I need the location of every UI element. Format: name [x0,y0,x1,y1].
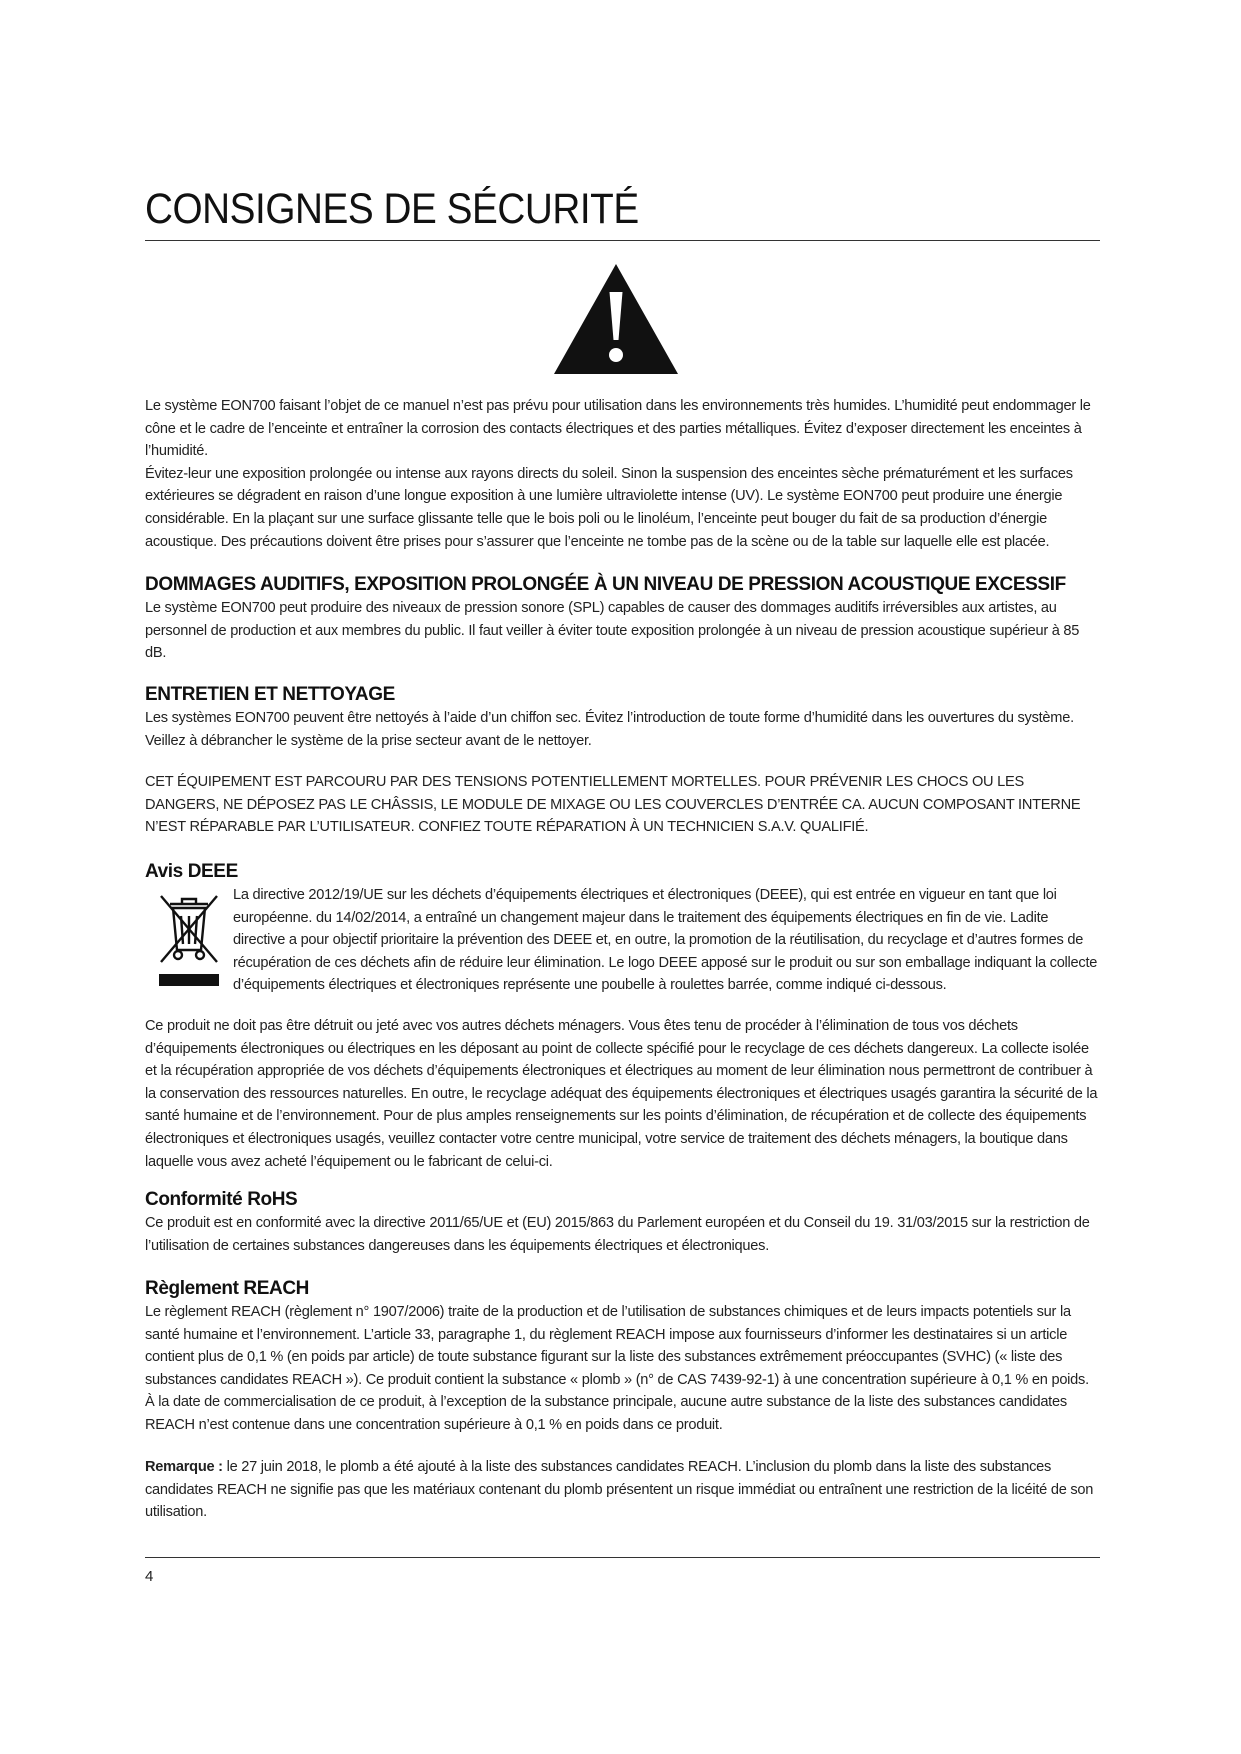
rohs-text: Ce produit est en conformité avec la directive 2011/65/UE et (EU) 2015/863 du Parlement européen et du Conseil du 19. 31/03/2015 sur la restriction de l’utilisation de certaines substances dangereuses dans les équipements électriques et électroniques. [145,1215,1090,1254]
weee-disposal-section [145,1015,1100,1173]
intro-paragraph-humidity: Le système EON700 faisant l’objet de ce manuel n’est pas prévu pour utilisation dans les environnements très humides. L’humidité peut endommager le cône et le cadre de l’enceinte et entraîner la corrosion des contacts électriques et des parties métalliques. Évitez d’exposer directement les enceintes à l’humidité. [145,398,1091,460]
reach-text: Le règlement REACH (règlement n° 1907/2006) traite de la production et de l’utilisation de substances chimiques et de leurs impacts potentiels sur la santé humaine et l’environnement. L’article 33, paragraphe 1, du règlement REACH impose aux fournisseurs d’informer les destinataires si un article contient plus de 0,1 % (en poids par article) de toute substance figurant sur la liste des substances extrêmement préoccupantes (SVHC) (« liste des substances candidates REACH »). Ce produit contient la substance « plomb » (n° de CAS 7439-92-1) à une concentration supérieure à 0,1 % en poids. À la date de commercialisation de ce produit, à l’exception de la substance principale, aucune autre substance de la liste des substances candidates REACH n’est contenue dans une concentration supérieure à 0,1 % en poids dans ce produit. [145,1304,1089,1433]
hearing-damage-section [145,573,1100,665]
reach-note [145,1456,1100,1524]
reach-heading: Règlement REACH [145,1278,309,1299]
page-title: CONSIGNES DE SÉCURITÉ [145,185,639,233]
weee-directive-block [233,884,1103,997]
page-number: 4 [145,1568,154,1585]
hearing-damage-text: Le système EON700 peut produire des niveaux de pression sonore (SPL) capables de causer des dommages auditifs irréversibles aux artistes, au personnel de production et aux membres du public. Il faut veiller à éviter toute exposition prolongée à un niveau de pression acoustique supérieur à 85 dB. [145,600,1080,662]
footer-rule [145,1557,1100,1558]
intro-section [145,395,1100,553]
maintenance-heading: ENTRETIEN ET NETTOYAGE [145,684,395,705]
weee-heading: Avis DEEE [145,861,238,882]
weee-section [145,860,1100,884]
intro-paragraph-sunlight: Évitez-leur une exposition prolongée ou intense aux rayons directs du soleil. Sinon la suspension des enceintes sèche prématurément et les surfaces extérieures se dégradent en raison d’une longue exposition à une lumière ultraviolette intense (UV). Le système EON700 peut produire une énergie considérable. En la plaçant sur une surface glissante telle que le bois poli ou le linoléum, l’enceinte peut bouger du fait de sa production d’énergie acoustique. Des précautions doivent être prises pour s’assurer que l’enceinte ne tombe pas de la scène ou de la table sur laquelle elle est placée. [145,465,1073,550]
reach-section [145,1277,1100,1437]
voltage-warning-text: CET ÉQUIPEMENT EST PARCOURU PAR DES TENSIONS POTENTIELLEMENT MORTELLES. POUR PRÉVENIR LES CHOCS OU LES DANGERS, NE DÉPOSEZ PAS LE CHÂSSIS, LE MODULE DE MIXAGE OU LES COUVERCLES D’ENTRÉE CA. AUCUN COMPOSANT INTERNE N’EST RÉPARABLE PAR L’UTILISATEUR. CONFIEZ TOUTE RÉPARATION À UN TECHNICIEN S.A.V. QUALIFIÉ. [145,774,1081,836]
weee-directive-text: La directive 2012/19/UE sur les déchets d’équipements électriques et électroniques (DEEE), qui est entrée en vigueur en tant que loi européenne. du 14/02/2014, a entraîné un changement majeur dans le traitement des équipements électriques en fin de vie. Ladite directive a pour objectif prioritaire la prévention des DEEE et, en outre, la promotion de la réutilisation, du recyclage et d’autres formes de récupération de ces déchets afin de réduire leur élimination. Le logo DEEE apposé sur le produit ou sur son emballage indiquant la collecte d’équipements électriques et électroniques représente une poubelle à roulettes barrée, comme indiqué ci-dessous. [233,887,1098,994]
voltage-warning-section [145,771,1100,839]
title-rule [145,240,1100,241]
hearing-damage-heading: DOMMAGES AUDITIFS, EXPOSITION PROLONGÉE À UN NIVEAU DE PRESSION ACOUSTIQUE EXCESSIF [145,574,1066,595]
maintenance-text: Les systèmes EON700 peuvent être nettoyés à l’aide d’un chiffon sec. Évitez l’introduction de toute forme d’humidité dans les ouvertures du système. Veillez à débrancher le système de la prise secteur avant de le nettoyer. [145,710,1074,749]
warning-triangle-icon [552,262,680,376]
crossed-out-wheelie-bin-icon [157,892,221,988]
maintenance-section [145,683,1100,752]
reach-note-label: Remarque : [145,1459,223,1475]
rohs-section [145,1188,1100,1257]
reach-note-section [145,1456,1100,1524]
rohs-heading: Conformité RoHS [145,1189,298,1210]
reach-note-text: le 27 juin 2018, le plomb a été ajouté à la liste des substances candidates REACH. L’inclusion du plomb dans la liste des substances candidates REACH ne signifie pas que les matériaux contenant du plomb présentent un risque immédiat ou entraînent une restriction de la licéité de son utilisation. [145,1459,1094,1521]
weee-disposal-text: Ce produit ne doit pas être détruit ou jeté avec vos autres déchets ménagers. Vous êtes tenu de procéder à l’élimination de tous vos déchets d’équipements électroniques ou électriques en les déposant au point de collecte spécifié pour le recyclage de ces déchets dangereux. La collecte isolée et la récupération appropriée de vos déchets d’équipements électroniques et électriques au moment de leur élimination nous permettront de contribuer à la conservation des ressources naturelles. En outre, le recyclage adéquat des équipements électroniques et électriques usagés garantira la sécurité de la santé humaine et de l’environnement. Pour de plus amples renseignements sur les points d’élimination, de récupération et de collecte des équipements électroniques et électroniques usagés, veuillez contacter votre centre municipal, votre service de traitement des déchets ménagers, la boutique dans laquelle vous avez acheté l’équipement ou le fabricant de celui-ci. [145,1018,1098,1170]
manual-page [145,0,1100,1754]
